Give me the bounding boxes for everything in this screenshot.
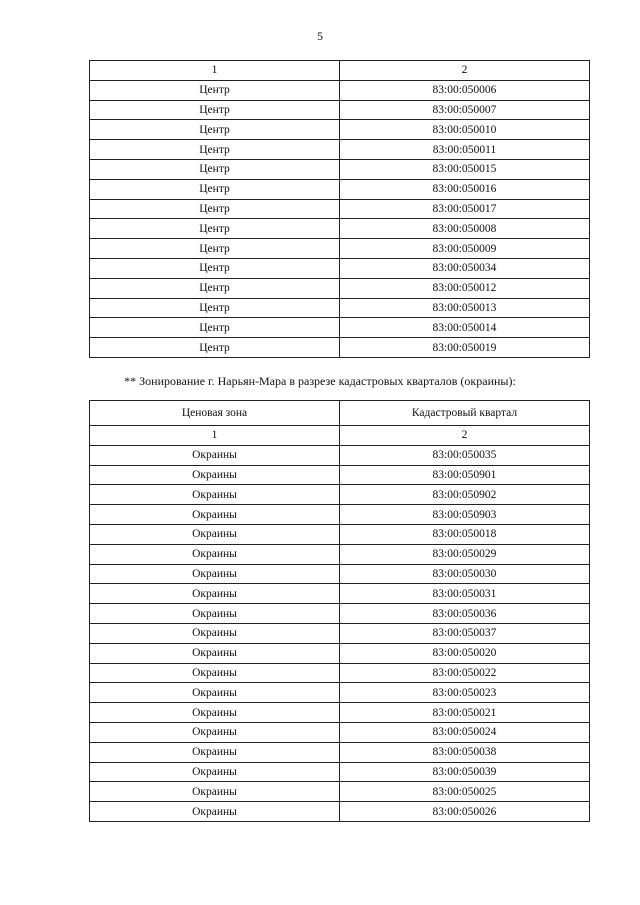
cadastral-quarter-cell: 83:00:050020 xyxy=(340,643,590,663)
table-row xyxy=(90,465,590,485)
cadastral-quarter-cell: 83:00:050021 xyxy=(340,703,590,723)
price-zone-cell: Окраины xyxy=(90,604,340,624)
cadastral-quarter-cell: 83:00:050011 xyxy=(340,140,590,160)
price-zone-cell: Центр xyxy=(90,140,340,160)
price-zone-cell: Окраины xyxy=(90,564,340,584)
cadastral-quarter-cell: 83:00:050022 xyxy=(340,663,590,683)
price-zone-cell: Окраины xyxy=(90,782,340,802)
table-row xyxy=(90,722,590,742)
table-row xyxy=(90,179,590,199)
cadastral-quarter-cell: 83:00:050039 xyxy=(340,762,590,782)
table-row xyxy=(90,80,590,100)
price-zone-cell: Окраины xyxy=(90,703,340,723)
table-row xyxy=(90,505,590,525)
price-zone-cell: Центр xyxy=(90,239,340,259)
cadastral-quarter-cell: 83:00:050014 xyxy=(340,318,590,338)
cadastral-quarter-cell: 83:00:050026 xyxy=(340,802,590,822)
price-zone-cell: Окраины xyxy=(90,584,340,604)
price-zone-cell: Центр xyxy=(90,318,340,338)
table-row xyxy=(90,762,590,782)
table-row xyxy=(90,683,590,703)
table-row xyxy=(90,584,590,604)
price-zone-cell: Центр xyxy=(90,179,340,199)
cadastral-quarter-cell: 83:00:050903 xyxy=(340,505,590,525)
table-row xyxy=(90,258,590,278)
price-zone-cell: Центр xyxy=(90,80,340,100)
cadastral-quarter-cell: 83:00:050024 xyxy=(340,722,590,742)
cadastral-quarter-cell: 83:00:050035 xyxy=(340,445,590,465)
table-row xyxy=(90,239,590,259)
column-number-1: 1 xyxy=(90,61,340,81)
table-row xyxy=(90,338,590,358)
table-row xyxy=(90,703,590,723)
cadastral-quarter-cell: 83:00:050013 xyxy=(340,298,590,318)
price-zone-cell: Окраины xyxy=(90,465,340,485)
column-number-row xyxy=(90,61,590,81)
cadastral-quarter-cell: 83:00:050017 xyxy=(340,199,590,219)
cadastral-quarter-cell: 83:00:050010 xyxy=(340,120,590,140)
cadastral-quarter-cell: 83:00:050019 xyxy=(340,338,590,358)
column-number-2: 2 xyxy=(340,61,590,81)
table-row xyxy=(90,100,590,120)
table-row xyxy=(90,742,590,762)
price-zone-cell: Центр xyxy=(90,219,340,239)
cadastral-quarter-cell: 83:00:050015 xyxy=(340,159,590,179)
cadastral-quarter-cell: 83:00:050009 xyxy=(340,239,590,259)
column-number-row xyxy=(90,426,590,446)
table-row xyxy=(90,782,590,802)
outskirts-zone-table-body xyxy=(90,445,590,821)
center-zone-table xyxy=(89,60,590,358)
price-zone-cell: Окраины xyxy=(90,663,340,683)
price-zone-cell: Окраины xyxy=(90,643,340,663)
table-row xyxy=(90,298,590,318)
cadastral-quarter-cell: 83:00:050034 xyxy=(340,258,590,278)
cadastral-quarter-cell: 83:00:050037 xyxy=(340,623,590,643)
price-zone-cell: Окраины xyxy=(90,524,340,544)
price-zone-cell: Центр xyxy=(90,100,340,120)
price-zone-cell: Окраины xyxy=(90,445,340,465)
table-row xyxy=(90,120,590,140)
table-row xyxy=(90,524,590,544)
cadastral-quarter-cell: 83:00:050018 xyxy=(340,524,590,544)
price-zone-cell: Центр xyxy=(90,120,340,140)
table-row xyxy=(90,485,590,505)
table-row xyxy=(90,140,590,160)
price-zone-cell: Окраины xyxy=(90,683,340,703)
price-zone-cell: Центр xyxy=(90,338,340,358)
table-header-row xyxy=(90,401,590,426)
center-zone-table-body xyxy=(90,80,590,357)
table-row xyxy=(90,564,590,584)
cadastral-quarter-cell: 83:00:050901 xyxy=(340,465,590,485)
price-zone-cell: Окраины xyxy=(90,742,340,762)
price-zone-cell: Центр xyxy=(90,199,340,219)
cadastral-quarter-cell: 83:00:050029 xyxy=(340,544,590,564)
cadastral-quarter-cell: 83:00:050036 xyxy=(340,604,590,624)
cadastral-quarter-cell: 83:00:050902 xyxy=(340,485,590,505)
table-row xyxy=(90,219,590,239)
table-row xyxy=(90,278,590,298)
table-row xyxy=(90,318,590,338)
cadastral-quarter-cell: 83:00:050031 xyxy=(340,584,590,604)
price-zone-cell: Окраины xyxy=(90,505,340,525)
cadastral-quarter-cell: 83:00:050038 xyxy=(340,742,590,762)
table-row xyxy=(90,159,590,179)
price-zone-cell: Окраины xyxy=(90,485,340,505)
price-zone-cell: Центр xyxy=(90,278,340,298)
price-zone-cell: Окраины xyxy=(90,722,340,742)
column-number-2: 2 xyxy=(340,426,590,446)
cadastral-quarter-cell: 83:00:050007 xyxy=(340,100,590,120)
price-zone-cell: Окраины xyxy=(90,544,340,564)
price-zone-cell: Окраины xyxy=(90,762,340,782)
price-zone-header: Ценовая зона xyxy=(90,401,340,426)
table-row xyxy=(90,544,590,564)
table-row xyxy=(90,802,590,822)
page-number: 5 xyxy=(317,29,323,43)
cadastral-quarter-cell: 83:00:050008 xyxy=(340,219,590,239)
price-zone-cell: Центр xyxy=(90,298,340,318)
cadastral-quarter-cell: 83:00:050025 xyxy=(340,782,590,802)
cadastral-quarter-header: Кадастровый квартал xyxy=(340,401,590,426)
cadastral-quarter-cell: 83:00:050030 xyxy=(340,564,590,584)
cadastral-quarter-cell: 83:00:050023 xyxy=(340,683,590,703)
price-zone-cell: Центр xyxy=(90,258,340,278)
price-zone-cell: Окраины xyxy=(90,623,340,643)
cadastral-quarter-cell: 83:00:050006 xyxy=(340,80,590,100)
outskirts-zone-table xyxy=(89,400,590,822)
table-row xyxy=(90,663,590,683)
price-zone-cell: Центр xyxy=(90,159,340,179)
cadastral-quarter-cell: 83:00:050012 xyxy=(340,278,590,298)
column-number-1: 1 xyxy=(90,426,340,446)
table-row xyxy=(90,604,590,624)
table-row xyxy=(90,643,590,663)
table-row xyxy=(90,199,590,219)
table-row xyxy=(90,445,590,465)
section-note: ** Зонирование г. Нарьян-Мара в разрезе кадастровых кварталов (окраины): xyxy=(124,374,516,388)
price-zone-cell: Окраины xyxy=(90,802,340,822)
cadastral-quarter-cell: 83:00:050016 xyxy=(340,179,590,199)
table-row xyxy=(90,623,590,643)
